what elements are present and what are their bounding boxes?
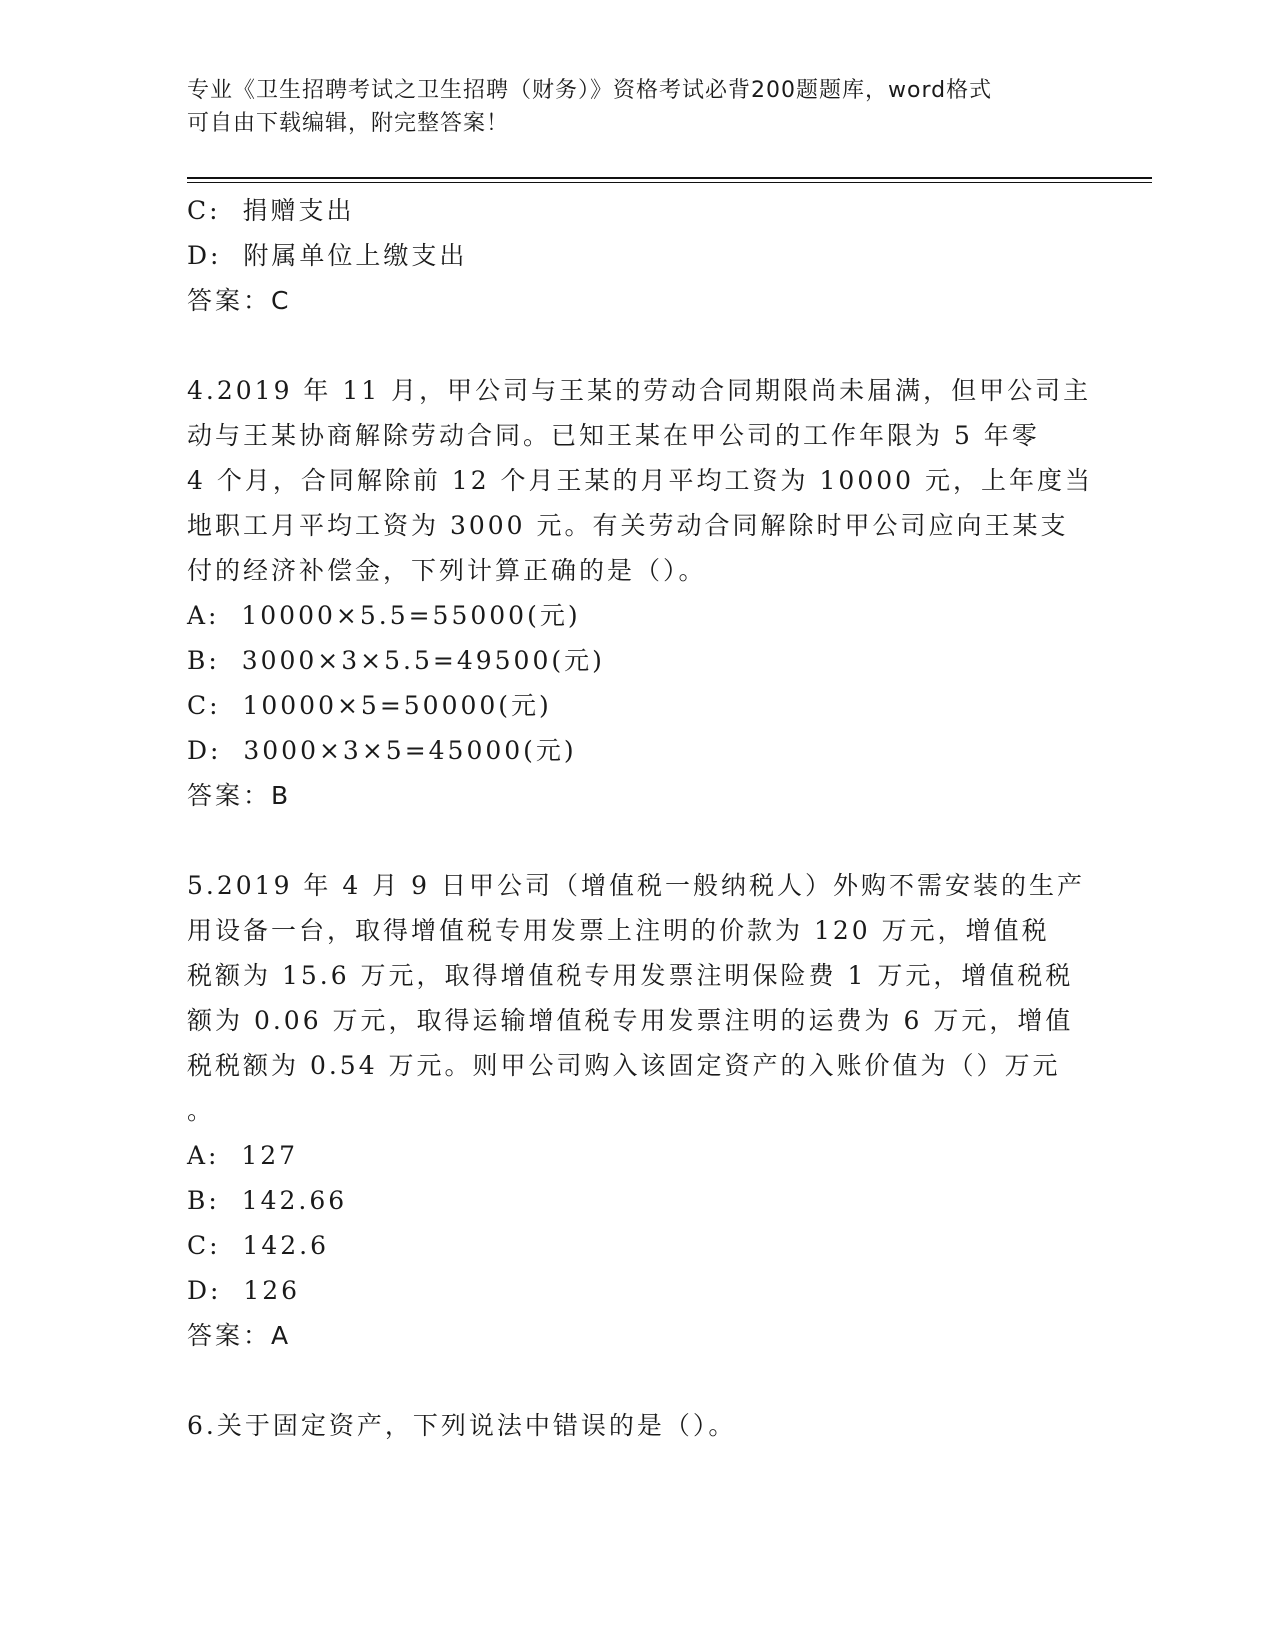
question-stem-line: 5.2019 年 4 月 9 日甲公司（增值税一般纳税人）外购不需安装的生产 <box>187 871 1086 900</box>
question-stem-line: 付的经济补偿金，下列计算正确的是（）。 <box>187 556 707 585</box>
question-stem-line: 。 <box>187 1096 216 1125</box>
question-stem-line: 地职工月平均工资为 3000 元。有关劳动合同解除时甲公司应向王某支 <box>187 511 1069 540</box>
question-stem-line: 6.关于固定资产，下列说法中错误的是（）。 <box>187 1411 737 1440</box>
question-3-tail <box>187 188 1087 323</box>
option-b: B: 142.66 <box>187 1186 348 1215</box>
answer-label: 答案：C <box>187 286 292 315</box>
question-6 <box>187 1403 1087 1448</box>
question-stem-line: 动与王某协商解除劳动合同。已知王某在甲公司的工作年限为 5 年零 <box>187 421 1040 450</box>
question-stem-line: 4.2019 年 11 月，甲公司与王某的劳动合同期限尚未届满，但甲公司主 <box>187 376 1092 405</box>
question-stem-line: 4 个月，合同解除前 12 个月王某的月平均工资为 10000 元，上年度当 <box>187 466 1093 495</box>
answer-label: 答案：B <box>187 781 292 810</box>
header-divider-thick <box>187 177 1152 179</box>
option-c: C: 142.6 <box>187 1231 330 1260</box>
question-stem-line: 税额为 15.6 万元，取得增值税专用发票注明保险费 1 万元，增值税税 <box>187 961 1074 990</box>
question-4 <box>187 368 1093 818</box>
option-c: C: 捐赠支出 <box>187 196 355 225</box>
option-b: B: 3000×3×5.5=49500(元) <box>187 646 605 675</box>
header-line-2: 可自由下载编辑，附完整答案！ <box>187 111 510 136</box>
option-c: C: 10000×5=50000(元) <box>187 691 552 720</box>
document-header <box>187 74 1077 140</box>
question-stem-line: 用设备一台，取得增值税专用发票上注明的价款为 120 万元，增值税 <box>187 916 1050 945</box>
header-divider-thin <box>187 182 1152 183</box>
option-a: A: 127 <box>187 1141 299 1170</box>
option-a: A: 10000×5.5=55000(元) <box>187 601 581 630</box>
question-stem-line: 税税额为 0.54 万元。则甲公司购入该固定资产的入账价值为（）万元 <box>187 1051 1061 1080</box>
option-d: D: 附属单位上缴支出 <box>187 241 468 270</box>
document-body <box>187 188 1093 1448</box>
answer-label: 答案：A <box>187 1321 292 1350</box>
header-line-1: 专业《卫生招聘考试之卫生招聘（财务）》资格考试必背200题题库，word格式 <box>187 78 993 103</box>
option-d: D: 3000×3×5=45000(元) <box>187 736 577 765</box>
question-stem-line: 额为 0.06 万元，取得运输增值税专用发票注明的运费为 6 万元，增值 <box>187 1006 1074 1035</box>
option-d: D: 126 <box>187 1276 301 1305</box>
question-5 <box>187 863 1087 1358</box>
